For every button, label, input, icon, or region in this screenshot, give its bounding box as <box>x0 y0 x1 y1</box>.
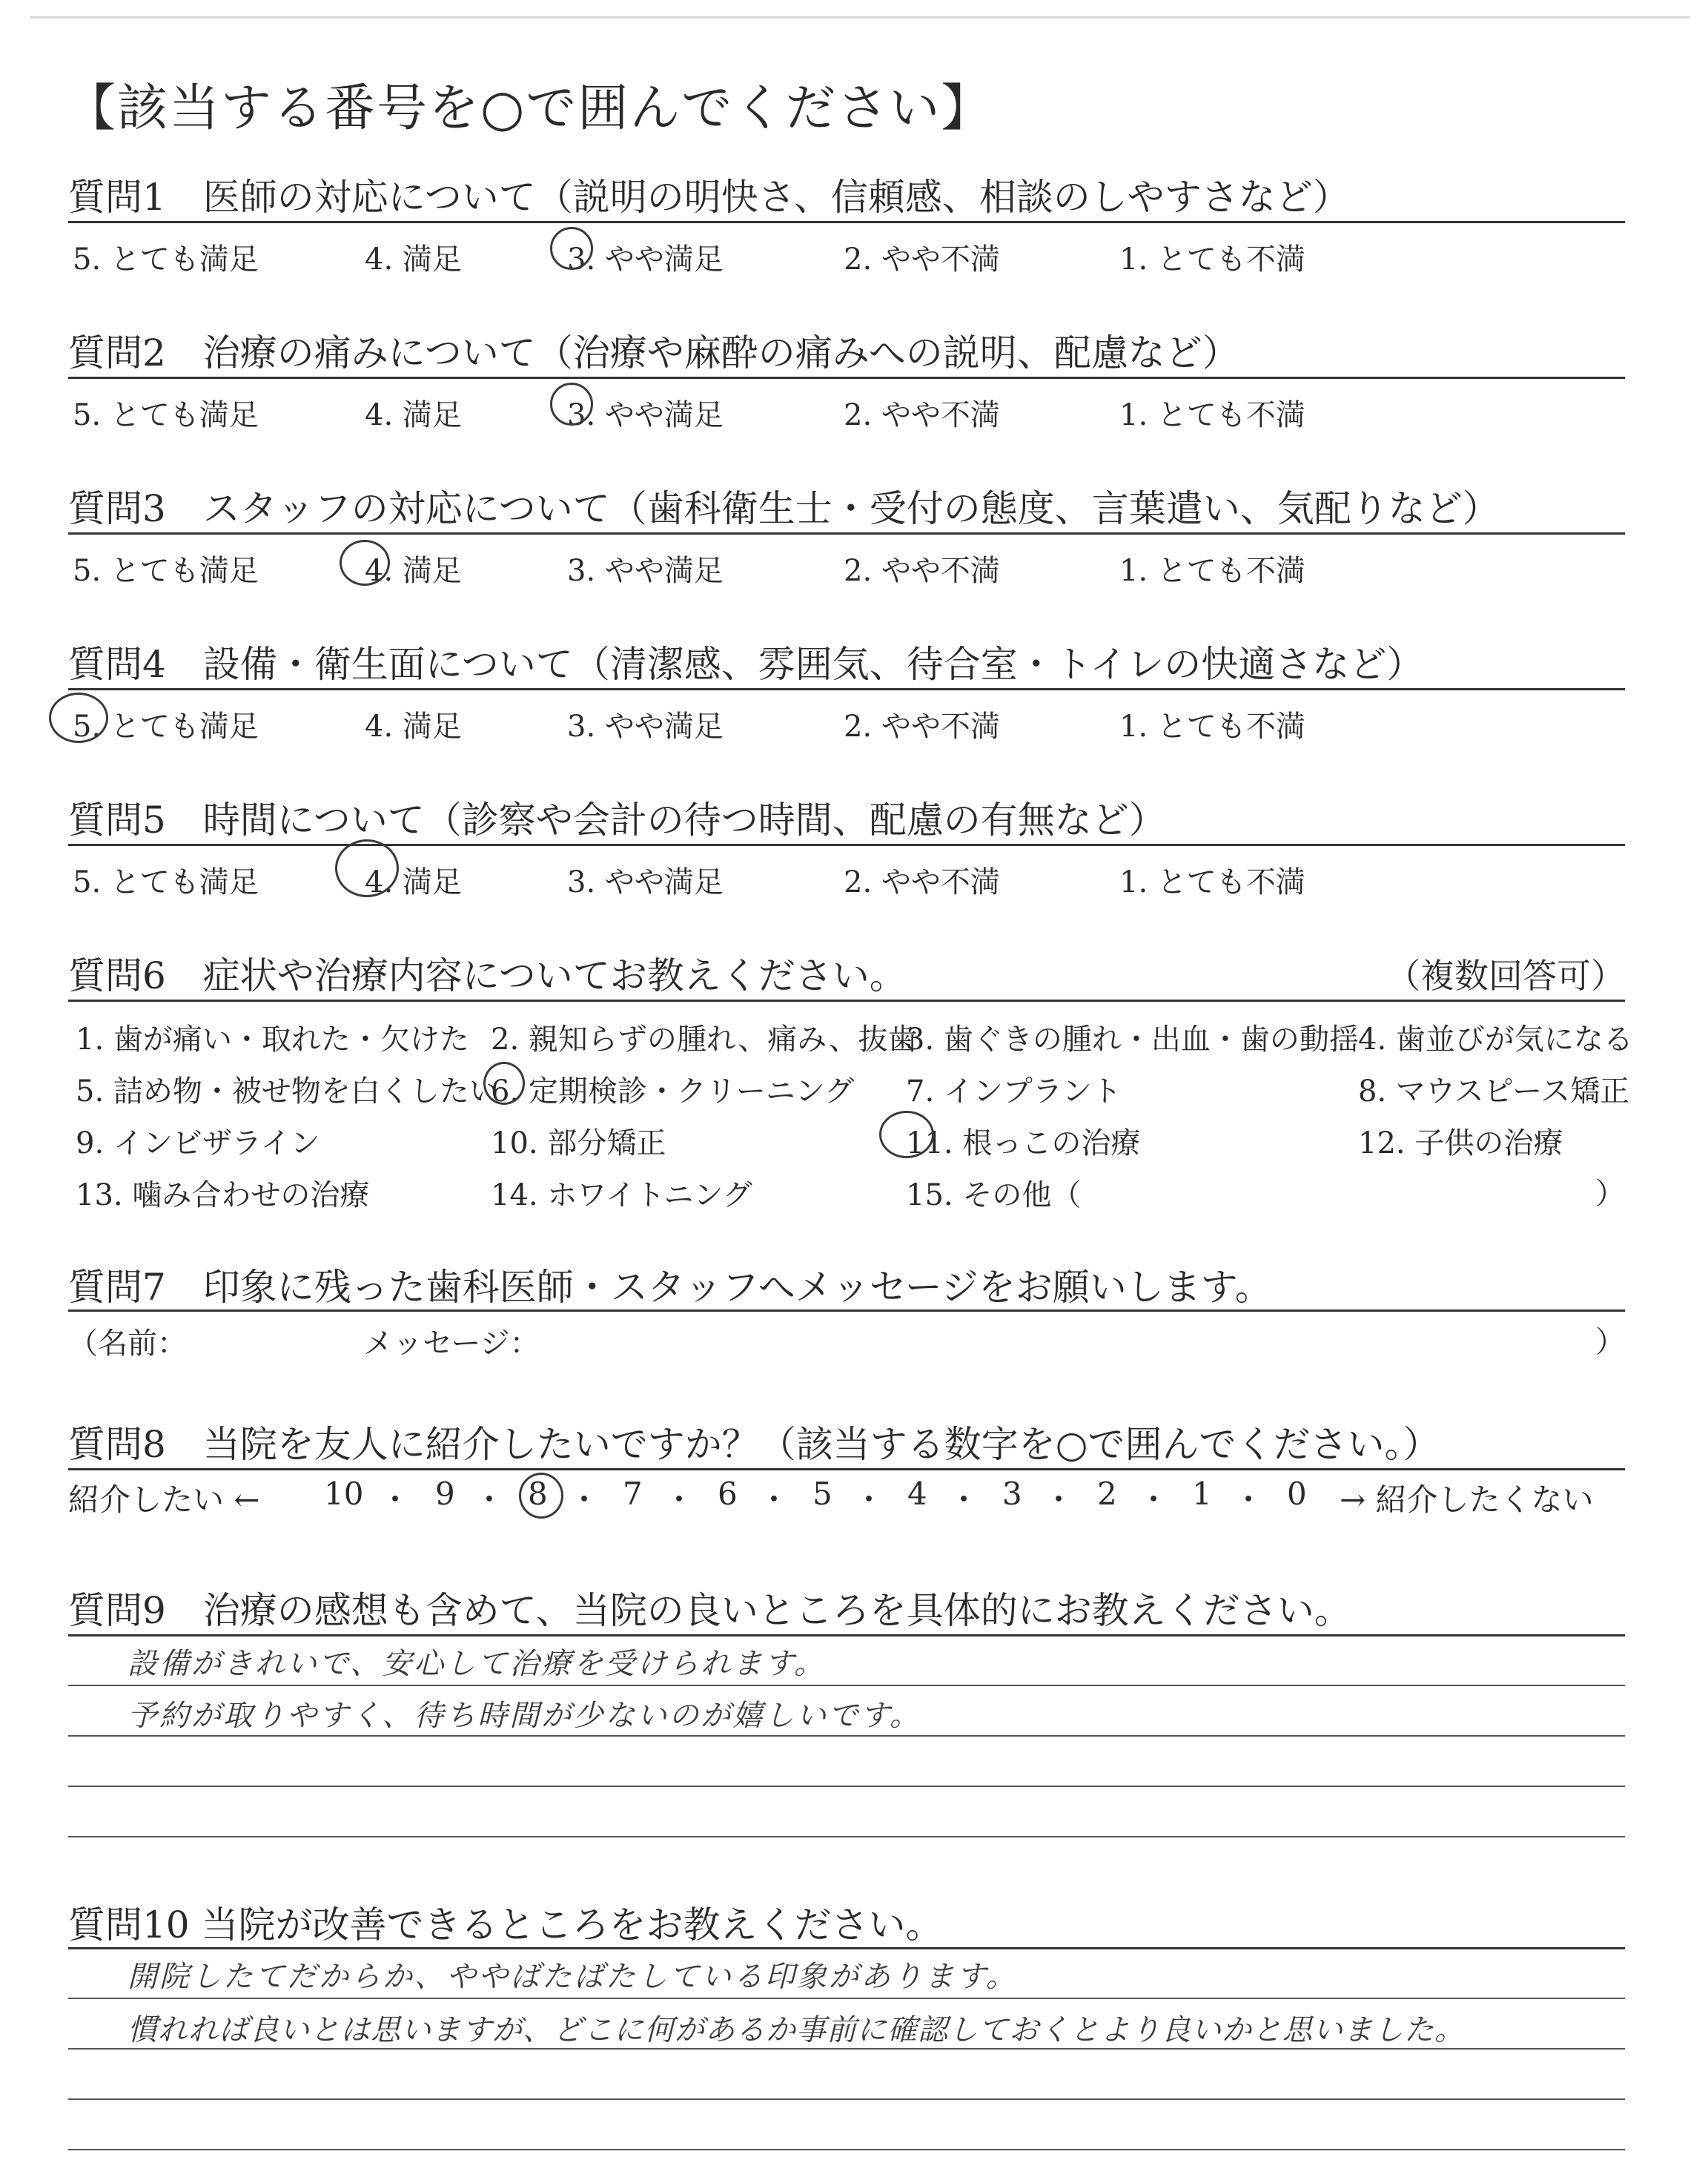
q8-number-4[interactable]: 4 <box>907 1476 927 1512</box>
question-3-title: 質問3 スタッフの対応について（歯科衛生士・受付の態度、言葉遣い、気配りなど） <box>68 487 1500 530</box>
q8-separator-dot: ・ <box>1043 1482 1075 1518</box>
question-1-rule <box>68 221 1625 223</box>
q8-separator-dot: ・ <box>1138 1482 1170 1518</box>
q8-number-7[interactable]: 7 <box>623 1476 643 1512</box>
q3-option-2[interactable]: 2. やや不満 <box>844 554 1000 588</box>
q3-option-4[interactable]: 4. 満足 <box>365 554 462 588</box>
q4-option-4[interactable]: 4. 満足 <box>365 710 462 744</box>
q6-other-close-paren: ） <box>1595 1177 1625 1211</box>
q2-option-1[interactable]: 1. とても不満 <box>1119 398 1305 432</box>
q6-option-2[interactable]: 2. 親知らずの腫れ、痛み、抜歯 <box>491 1023 918 1057</box>
q5-option-3[interactable]: 3. やや満足 <box>567 865 724 899</box>
question-8-rule <box>68 1468 1625 1470</box>
q8-number-10[interactable]: 10 <box>324 1476 364 1512</box>
question-10-title: 質問10 当院が改善できるところをお教えください。 <box>68 1903 943 1946</box>
q3-option-1[interactable]: 1. とても不満 <box>1119 554 1305 588</box>
q8-separator-dot: ・ <box>380 1482 411 1518</box>
form-instruction-title: 【該当する番号を○で囲んでください】 <box>65 79 993 138</box>
q10-answer-line <box>68 1998 1625 1999</box>
page-top-edge <box>30 16 1690 19</box>
q10-handwritten-answer-1: 開院したてだからか、ややばたばたしている印象があります。 <box>128 1960 1018 1994</box>
q10-answer-line <box>68 2098 1625 2100</box>
q6-selection-circle-6 <box>483 1062 525 1105</box>
q6-option-1[interactable]: 1. 歯が痛い・取れた・欠けた <box>76 1023 469 1057</box>
question-7-rule <box>68 1309 1625 1312</box>
q7-name-label: （名前： <box>68 1327 187 1361</box>
q8-number-3[interactable]: 3 <box>1002 1476 1022 1512</box>
q8-selection-circle <box>519 1473 563 1519</box>
q9-handwritten-answer-2: 予約が取りやすく、待ち時間が少ないのが嬉しいです。 <box>128 1699 921 1733</box>
q9-answer-line <box>68 1735 1625 1737</box>
q4-option-1[interactable]: 1. とても不満 <box>1119 710 1305 744</box>
question-5-rule <box>68 844 1625 846</box>
q8-separator-dot: ・ <box>758 1482 790 1518</box>
q1-option-5[interactable]: 5. とても満足 <box>73 242 259 277</box>
q6-option-9[interactable]: 9. インビザライン <box>76 1126 320 1160</box>
q6-option-7[interactable]: 7. インプラント <box>906 1074 1122 1109</box>
q8-number-5[interactable]: 5 <box>812 1476 833 1512</box>
q6-option-15[interactable]: 15. その他（ <box>906 1178 1082 1212</box>
q2-option-2[interactable]: 2. やや不満 <box>844 398 1000 432</box>
q3-option-5[interactable]: 5. とても満足 <box>73 554 259 588</box>
question-8-title: 質問8 当院を友人に紹介したいですか？（該当する数字を○で囲んでください。） <box>68 1423 1440 1466</box>
q6-selection-circle-11 <box>879 1111 934 1158</box>
q6-option-5[interactable]: 5. 詰め物・被せ物を白くしたい <box>76 1074 499 1109</box>
q8-number-0[interactable]: 0 <box>1287 1476 1307 1512</box>
q10-handwritten-answer-2: 慣れれば良いとは思いますが、どこに何があるか事前に確認しておくとより良いかと思いました。 <box>128 2013 1465 2047</box>
q9-handwritten-answer-1: 設備がきれいで、安心して治療を受けられます。 <box>128 1647 826 1681</box>
q4-option-3[interactable]: 3. やや満足 <box>567 710 724 744</box>
q8-separator-dot: ・ <box>948 1482 980 1518</box>
q1-option-1[interactable]: 1. とても不満 <box>1119 242 1305 277</box>
q8-number-1[interactable]: 1 <box>1192 1476 1212 1512</box>
q6-option-10[interactable]: 10. 部分矯正 <box>491 1126 666 1160</box>
q10-answer-line <box>68 2149 1625 2150</box>
question-4-rule <box>68 688 1625 690</box>
q8-number-8[interactable]: 8 <box>528 1476 548 1512</box>
q8-separator-dot: ・ <box>853 1482 885 1518</box>
q8-right-label: → 紹介したくない <box>1340 1482 1594 1518</box>
q5-selection-circle <box>335 839 399 897</box>
q5-option-1[interactable]: 1. とても不満 <box>1119 865 1305 899</box>
q8-separator-dot: ・ <box>1233 1482 1265 1518</box>
q8-number-9[interactable]: 9 <box>435 1476 455 1512</box>
q8-number-2[interactable]: 2 <box>1097 1476 1117 1512</box>
question-2-title: 質問2 治療の痛みについて（治療や麻酔の痛みへの説明、配慮など） <box>68 331 1239 374</box>
question-7-title: 質問7 印象に残った歯科医師・スタッフへメッセージをお願いします。 <box>68 1266 1272 1309</box>
q8-number-6[interactable]: 6 <box>718 1476 738 1512</box>
q5-option-5[interactable]: 5. とても満足 <box>73 865 259 899</box>
question-9-title: 質問9 治療の感想も含めて、当院の良いところを具体的にお教えください。 <box>68 1589 1351 1632</box>
q5-option-2[interactable]: 2. やや不満 <box>844 865 1000 899</box>
q3-option-3[interactable]: 3. やや満足 <box>567 554 724 588</box>
q1-option-3[interactable]: 3. やや満足 <box>567 242 724 277</box>
q6-option-3[interactable]: 3. 歯ぐきの腫れ・出血・歯の動揺 <box>906 1023 1359 1057</box>
q2-option-5[interactable]: 5. とても満足 <box>73 398 259 432</box>
q4-option-2[interactable]: 2. やや不満 <box>844 710 1000 744</box>
q6-multiple-answers-note: （複数回答可） <box>1386 956 1625 996</box>
q1-option-4[interactable]: 4. 満足 <box>365 242 462 277</box>
question-6-title: 質問6 症状や治療内容についてお教えください。 <box>68 954 907 997</box>
question-6-rule <box>68 1000 1625 1002</box>
q8-left-label: 紹介したい ← <box>68 1482 260 1518</box>
q2-option-3[interactable]: 3. やや満足 <box>567 398 724 432</box>
q8-separator-dot: ・ <box>569 1482 600 1518</box>
q6-option-8[interactable]: 8. マウスピース矯正 <box>1358 1074 1630 1109</box>
question-9-rule <box>68 1634 1625 1636</box>
q5-option-4[interactable]: 4. 満足 <box>365 865 462 899</box>
q6-option-4[interactable]: 4. 歯並びが気になる <box>1358 1023 1633 1057</box>
q9-answer-line <box>68 1786 1625 1787</box>
q9-answer-line <box>68 1836 1625 1837</box>
q2-selection-circle <box>550 383 593 426</box>
q8-separator-dot: ・ <box>474 1482 506 1518</box>
question-3-rule <box>68 532 1625 535</box>
q4-option-5[interactable]: 5. とても満足 <box>73 710 259 744</box>
q9-answer-line <box>68 1685 1625 1686</box>
question-10-rule <box>68 1947 1625 1949</box>
q2-option-4[interactable]: 4. 満足 <box>365 398 462 432</box>
q7-message-label: メッセージ： <box>363 1327 540 1361</box>
q6-option-6[interactable]: 6. 定期検診・クリーニング <box>491 1074 855 1109</box>
q6-option-13[interactable]: 13. 噛み合わせの治療 <box>76 1178 370 1212</box>
q6-option-14[interactable]: 14. ホワイトニング <box>491 1178 752 1212</box>
q1-selection-circle <box>550 227 593 270</box>
q8-separator-dot: ・ <box>663 1482 695 1518</box>
question-4-title: 質問4 設備・衛生面について（清潔感、雰囲気、待合室・トイレの快適さなど） <box>68 643 1424 686</box>
q6-option-12[interactable]: 12. 子供の治療 <box>1358 1126 1563 1160</box>
question-1-title: 質問1 医師の対応について（説明の明快さ、信頼感、相談のしやすさなど） <box>68 176 1350 219</box>
q6-option-11[interactable]: 11. 根っこの治療 <box>906 1126 1141 1160</box>
q7-close-paren: ） <box>1595 1325 1625 1359</box>
q1-option-2[interactable]: 2. やや不満 <box>844 242 1000 277</box>
q3-selection-circle <box>340 540 390 586</box>
q4-selection-circle <box>49 693 108 743</box>
question-2-rule <box>68 377 1625 379</box>
question-5-title: 質問5 時間について（診察や会計の待つ時間、配慮の有無など） <box>68 799 1166 842</box>
